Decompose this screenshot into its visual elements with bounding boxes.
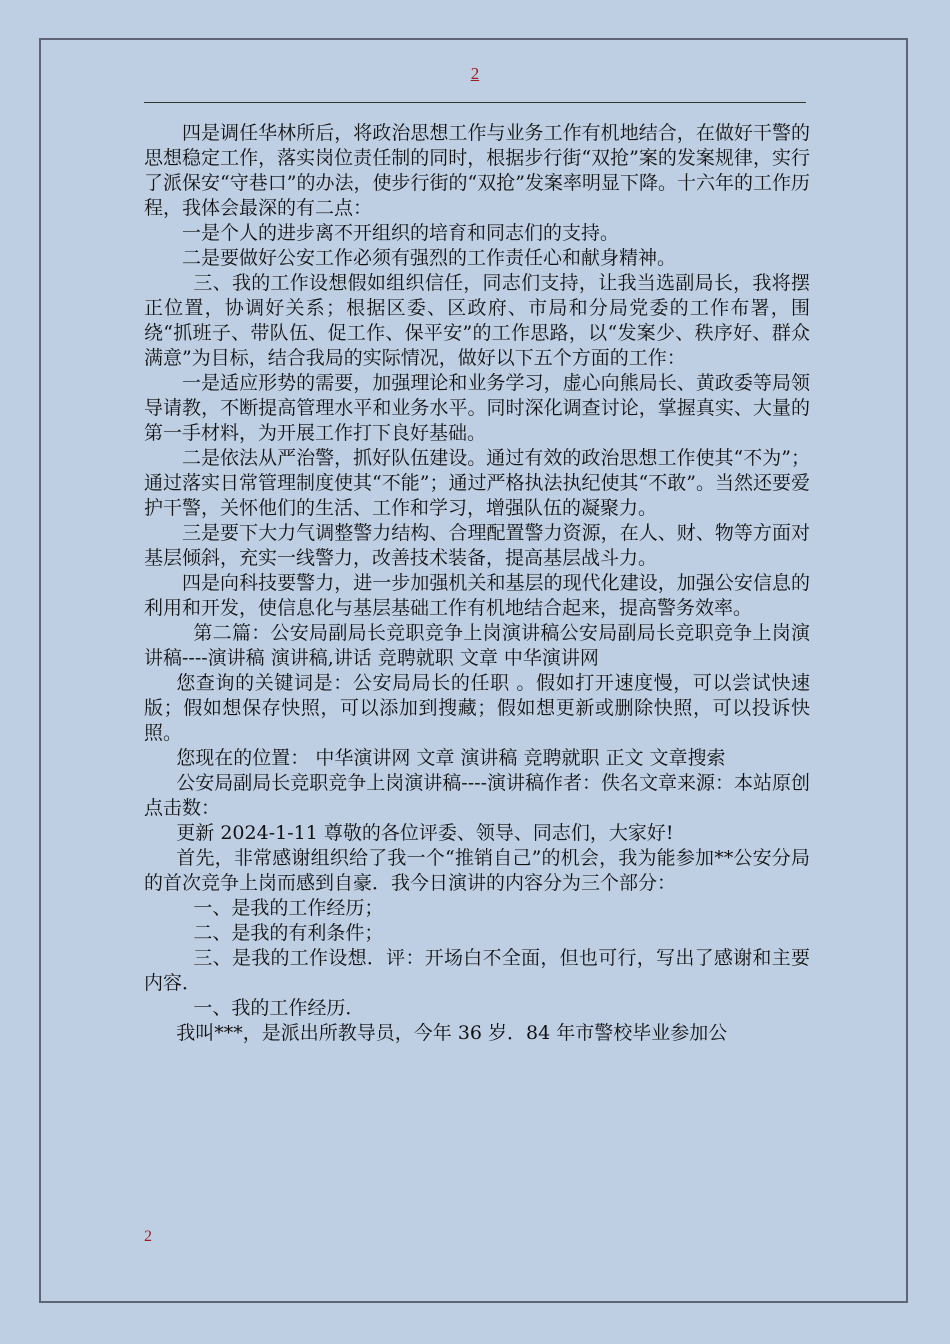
- header-page-number: 2: [470, 64, 480, 83]
- paragraph: 三、是我的工作设想．评：开场白不全面，但也可行，写出了感谢和主要内容．: [144, 947, 810, 994]
- paragraph: 一、我的工作经历．: [193, 997, 365, 1019]
- paragraph: 二是依法从严治警，抓好队伍建设。通过有效的政治思想工作使其“不为”；通过落实日常管理制度使其“不能”；通过严格执法执纪使其“不敢”。当然还要爱护干警，关怀他们的生活、工作和学习，增强队伍的凝聚力。: [144, 447, 810, 519]
- paragraph: 公安局副局长竞职竞争上岗演讲稿----演讲稿作者：佚名文章来源：本站原创点击数：: [144, 772, 810, 819]
- paragraph: 首先，非常感谢组织给了我一个“推销自己”的机会，我为能参加**公安分局的首次竞争上岗而感到自豪．我今日演讲的内容分为三个部分：: [144, 847, 810, 894]
- paragraph: 第二篇：公安局副局长竞职竞争上岗演讲稿公安局副局长竞职竞争上岗演讲稿----演讲稿 演讲稿,讲话 竞聘就职 文章 中华演讲网: [144, 622, 810, 669]
- paragraph: 二、是我的有利条件；: [193, 922, 384, 944]
- paragraph: 四是调任华林所后，将政治思想工作与业务工作有机地结合，在做好干警的思想稳定工作，落实岗位责任制的同时，根据步行街“双抢”案的发案规律，实行了派保安“守巷口”的办法，使步行街的“双抢”发案率明显下降。十六年的工作历程，我体会最深的有二点：: [144, 122, 810, 219]
- paragraph: 一是个人的进步离不开组织的培育和同志们的支持。: [182, 222, 620, 244]
- document-body: [144, 121, 810, 1046]
- paragraph: 一是适应形势的需要，加强理论和业务学习，虚心向熊局长、黄政委等局领导请教，不断提高管理水平和业务水平。同时深化调查讨论，掌握真实、大量的第一手材料，为开展工作打下良好基础。: [144, 372, 810, 444]
- paragraph: 更新 2024-1-11 尊敬的各位评委、领导、同志们，大家好!: [176, 822, 674, 844]
- footer-page-number: 2: [144, 1228, 152, 1245]
- paragraph: 我叫***，是派出所教导员，今年 36 岁．84 年市警校毕业参加公: [176, 1022, 728, 1044]
- paragraph: 您查询的关键词是：公安局局长的任职 。假如打开速度慢，可以尝试快速版；假如想保存快照，可以添加到搜藏；假如想更新或删除快照，可以投诉快照。: [144, 672, 810, 744]
- paragraph: 三是要下大力气调整警力结构、合理配置警力资源，在人、财、物等方面对基层倾斜，充实一线警力，改善技术装备，提高基层战斗力。: [144, 522, 810, 569]
- header-rule: [144, 102, 806, 103]
- paragraph: 一、是我的工作经历；: [193, 897, 384, 919]
- paragraph: 四是向科技要警力，进一步加强机关和基层的现代化建设，加强公安信息的利用和开发，使信息化与基层基础工作有机地结合起来，提高警务效率。: [144, 572, 810, 619]
- paragraph: 二是要做好公安工作必须有强烈的工作责任心和献身精神。: [182, 247, 677, 269]
- paragraph: 三、我的工作设想假如组织信任，同志们支持，让我当选副局长，我将摆正位置，协调好关系；根据区委、区政府、市局和分局党委的工作布署，围绕“抓班子、带队伍、促工作、保平安”的工作思路，以“发案少、秩序好、群众满意”为目标，结合我局的实际情况，做好以下五个方面的工作：: [144, 272, 810, 369]
- paragraph: 您现在的位置： 中华演讲网 文章 演讲稿 竞聘就职 正文 文章搜索: [176, 747, 726, 769]
